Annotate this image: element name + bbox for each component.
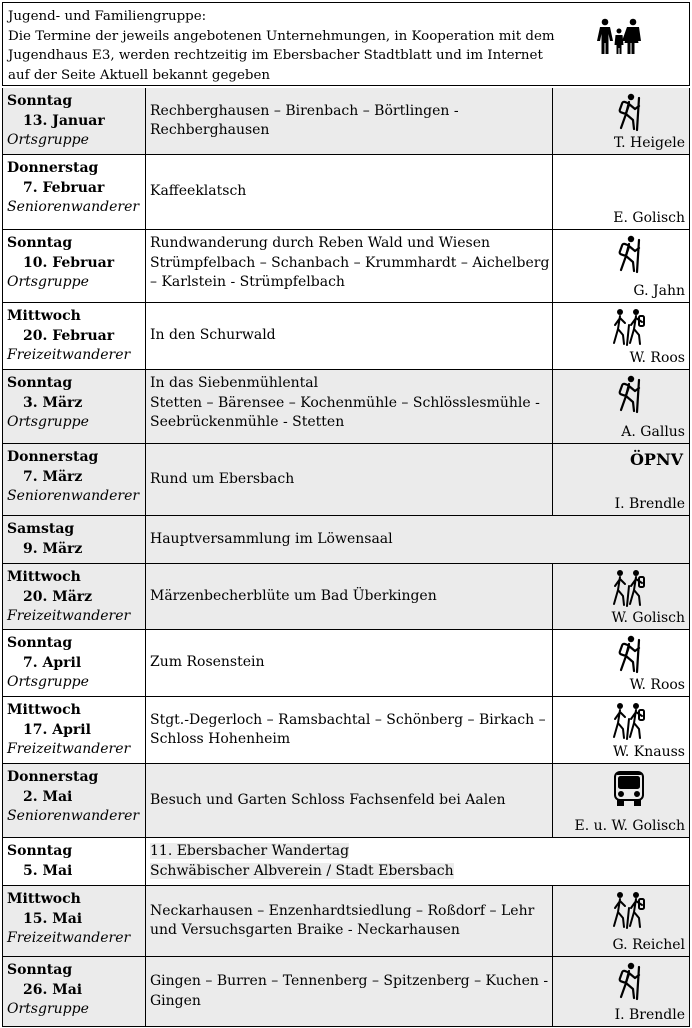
event-description-cell bbox=[146, 230, 552, 302]
event-group: Seniorenwanderer bbox=[7, 808, 140, 824]
event-description-cell bbox=[146, 697, 552, 763]
event-leader-cell bbox=[552, 444, 689, 515]
transport-label: ÖPNV bbox=[629, 450, 683, 469]
event-description-cell bbox=[146, 88, 552, 154]
event-date: 20. Februar bbox=[23, 327, 115, 344]
event-leader-cell bbox=[552, 697, 689, 763]
event-description-text: Schwäbischer Albverein / Stadt Ebersbach bbox=[150, 862, 454, 879]
event-group: Freizeitwanderer bbox=[7, 741, 131, 757]
event-row bbox=[2, 697, 690, 764]
event-date: 7. Februar bbox=[23, 179, 105, 196]
event-leader-cell bbox=[552, 230, 689, 302]
intro-box bbox=[2, 2, 690, 86]
event-date-cell bbox=[3, 444, 146, 515]
event-leader: A. Gallus bbox=[621, 424, 685, 440]
event-row bbox=[2, 564, 690, 630]
event-day: Samstag bbox=[7, 521, 75, 537]
event-row bbox=[2, 370, 690, 444]
event-date: 10. Februar bbox=[23, 254, 115, 271]
event-row bbox=[2, 303, 690, 370]
event-date-cell bbox=[3, 516, 146, 563]
event-group: Freizeitwanderer bbox=[7, 608, 131, 624]
event-group: Ortsgruppe bbox=[7, 1001, 89, 1017]
event-description-line: Rechberghausen bbox=[150, 122, 270, 138]
event-leader-cell bbox=[552, 886, 689, 956]
event-leader-cell bbox=[552, 630, 689, 696]
event-description-line bbox=[150, 862, 691, 882]
event-description-line: In den Schurwald bbox=[150, 327, 276, 344]
event-row bbox=[2, 886, 690, 957]
event-day: Sonntag bbox=[7, 962, 73, 978]
event-leader-cell bbox=[552, 155, 689, 229]
intro-line: Jugendhaus E3, werden rechtzeitig im Ebersbacher Stadtblatt und im Internet bbox=[8, 48, 543, 63]
hiker-icon bbox=[611, 374, 647, 414]
event-leader: I. Brendle bbox=[614, 496, 685, 512]
event-day: Sonntag bbox=[7, 93, 73, 109]
intro-line: auf der Seite Aktuell bekannt gegeben bbox=[8, 67, 271, 83]
event-leader-cell bbox=[552, 370, 689, 443]
event-description-text: 11. Ebersbacher Wandertag bbox=[150, 843, 350, 859]
event-leader-cell bbox=[552, 957, 689, 1026]
event-leader-cell bbox=[552, 764, 689, 837]
event-date: 15. Mai bbox=[23, 910, 83, 927]
event-day: Donnerstag bbox=[7, 160, 99, 176]
event-date-cell bbox=[3, 370, 146, 443]
event-row bbox=[2, 444, 690, 516]
event-leader: E. Golisch bbox=[613, 210, 685, 226]
event-description-cell bbox=[146, 303, 552, 369]
event-leader: T. Heigele bbox=[613, 135, 685, 151]
two-hikers-icon bbox=[611, 568, 647, 608]
two-hikers-icon bbox=[611, 890, 647, 930]
event-description-line: Schloss Hohenheim bbox=[150, 731, 291, 747]
event-description-line: Strümpfelbach – Schanbach – Krummhardt – Aichelberg bbox=[150, 254, 550, 271]
bus-icon bbox=[611, 768, 647, 808]
event-day: Mittwoch bbox=[7, 702, 81, 718]
event-day: Donnerstag bbox=[7, 449, 99, 465]
event-description-line: Stetten – Bärensee – Kochenmühle – Schlösslesmühle - bbox=[150, 394, 540, 411]
intro-text bbox=[8, 7, 568, 85]
intro-line: Die Termine der jeweils angebotenen Unternehmungen, in Kooperation mit dem bbox=[8, 28, 555, 44]
family-icon bbox=[595, 17, 645, 57]
event-date: 20. März bbox=[23, 588, 93, 605]
event-description-line: Rund um Ebersbach bbox=[150, 470, 295, 487]
event-date-cell bbox=[3, 630, 146, 696]
event-leader: G. Jahn bbox=[633, 283, 685, 299]
event-date: 3. März bbox=[23, 394, 83, 411]
event-date: 7. März bbox=[23, 468, 83, 485]
event-description-line: Kaffeeklatsch bbox=[150, 183, 247, 200]
hiker-icon bbox=[611, 234, 647, 274]
event-date-cell bbox=[3, 697, 146, 763]
event-description-cell bbox=[146, 957, 552, 1026]
event-group: Ortsgruppe bbox=[7, 674, 89, 690]
event-leader: W. Golisch bbox=[611, 610, 685, 626]
event-row bbox=[2, 230, 690, 303]
event-description-cell bbox=[146, 516, 552, 563]
event-row bbox=[2, 630, 690, 697]
event-group: Freizeitwanderer bbox=[7, 930, 131, 946]
event-description-line: Neckarhausen – Enzenhardtsiedlung – Roßdorf – Lehr bbox=[150, 902, 535, 919]
event-date: 26. Mai bbox=[23, 981, 83, 998]
event-description-line: Besuch und Garten Schloss Fachsenfeld bei Aalen bbox=[150, 791, 506, 808]
event-date: 17. April bbox=[23, 721, 91, 738]
event-description-line: Gingen bbox=[150, 992, 201, 1009]
event-day: Sonntag bbox=[7, 635, 73, 651]
event-date-cell bbox=[3, 886, 146, 956]
event-description-line: und Versuchsgarten Braike - Neckarhausen bbox=[150, 922, 460, 938]
event-description-cell bbox=[146, 630, 552, 696]
event-leader: W. Roos bbox=[629, 350, 685, 366]
event-description-cell bbox=[146, 370, 552, 443]
event-leader: G. Reichel bbox=[612, 937, 685, 953]
event-group: Seniorenwanderer bbox=[7, 488, 140, 504]
event-leader-cell bbox=[552, 88, 689, 154]
event-row bbox=[2, 764, 690, 838]
event-leader-cell bbox=[552, 564, 689, 629]
event-date: 5. Mai bbox=[23, 862, 73, 879]
event-date-cell bbox=[3, 838, 146, 885]
event-description-line: Seebrückenmühle - Stetten bbox=[150, 414, 345, 430]
event-group: Ortsgruppe bbox=[7, 274, 89, 290]
event-leader: I. Brendle bbox=[614, 1007, 685, 1023]
event-day: Mittwoch bbox=[7, 891, 81, 907]
event-row bbox=[2, 957, 690, 1027]
hiker-icon bbox=[611, 634, 647, 674]
hiker-icon bbox=[611, 961, 647, 1001]
event-description-line: Rundwanderung durch Reben Wald und Wiesen bbox=[150, 235, 491, 251]
two-hikers-icon bbox=[611, 307, 647, 347]
event-description-line: Gingen – Burren – Tennenberg – Spitzenberg – Kuchen - bbox=[150, 973, 549, 989]
event-day: Sonntag bbox=[7, 235, 73, 251]
event-date: 9. März bbox=[23, 540, 83, 557]
event-date: 13. Januar bbox=[23, 112, 105, 129]
event-leader: W. Knauss bbox=[612, 744, 685, 760]
intro-heading: Jugend- und Familiengruppe: bbox=[8, 9, 207, 24]
event-group: Ortsgruppe bbox=[7, 414, 89, 430]
event-day: Mittwoch bbox=[7, 308, 81, 324]
event-date: 7. April bbox=[23, 654, 82, 671]
event-description-line: In das Siebenmühlental bbox=[150, 375, 319, 391]
event-description-line: Hauptversammlung im Löwensaal bbox=[150, 530, 393, 547]
event-day: Donnerstag bbox=[7, 769, 99, 785]
event-day: Mittwoch bbox=[7, 569, 81, 585]
event-date-cell bbox=[3, 155, 146, 229]
event-description-cell bbox=[146, 155, 552, 229]
two-hikers-icon bbox=[611, 701, 647, 741]
event-group: Seniorenwanderer bbox=[7, 199, 140, 215]
event-leader: E. u. W. Golisch bbox=[574, 818, 685, 834]
event-group: Ortsgruppe bbox=[7, 132, 89, 148]
event-date-cell bbox=[3, 303, 146, 369]
event-date: 2. Mai bbox=[23, 788, 73, 805]
event-leader: W. Roos bbox=[629, 677, 685, 693]
event-row bbox=[2, 155, 690, 230]
event-date-cell bbox=[3, 230, 146, 302]
event-description-line: Zum Rosenstein bbox=[150, 654, 265, 671]
event-description-cell bbox=[146, 886, 552, 956]
event-group: Freizeitwanderer bbox=[7, 347, 131, 363]
event-row bbox=[2, 516, 690, 564]
event-description-cell bbox=[146, 564, 552, 629]
event-day: Sonntag bbox=[7, 843, 73, 859]
event-date-cell bbox=[3, 564, 146, 629]
event-date-cell bbox=[3, 957, 146, 1026]
event-description-line: Stgt.-Degerloch – Ramsbachtal – Schönberg – Birkach – bbox=[150, 711, 546, 728]
event-description-cell bbox=[146, 444, 552, 515]
event-description-line: – Karlstein - Strümpfelbach bbox=[150, 274, 345, 290]
event-day: Sonntag bbox=[7, 375, 73, 391]
event-description-cell bbox=[146, 838, 691, 885]
event-description-line: Märzenbecherblüte um Bad Überkingen bbox=[150, 587, 437, 604]
event-row bbox=[2, 838, 690, 886]
event-description-line bbox=[150, 842, 691, 862]
event-date-cell bbox=[3, 88, 146, 154]
event-leader-cell bbox=[552, 303, 689, 369]
event-description-line: Rechberghausen – Birenbach – Börtlingen - bbox=[150, 102, 459, 119]
hiker-icon bbox=[611, 92, 647, 132]
event-description-cell bbox=[146, 764, 552, 837]
event-date-cell bbox=[3, 764, 146, 837]
event-row bbox=[2, 88, 690, 155]
